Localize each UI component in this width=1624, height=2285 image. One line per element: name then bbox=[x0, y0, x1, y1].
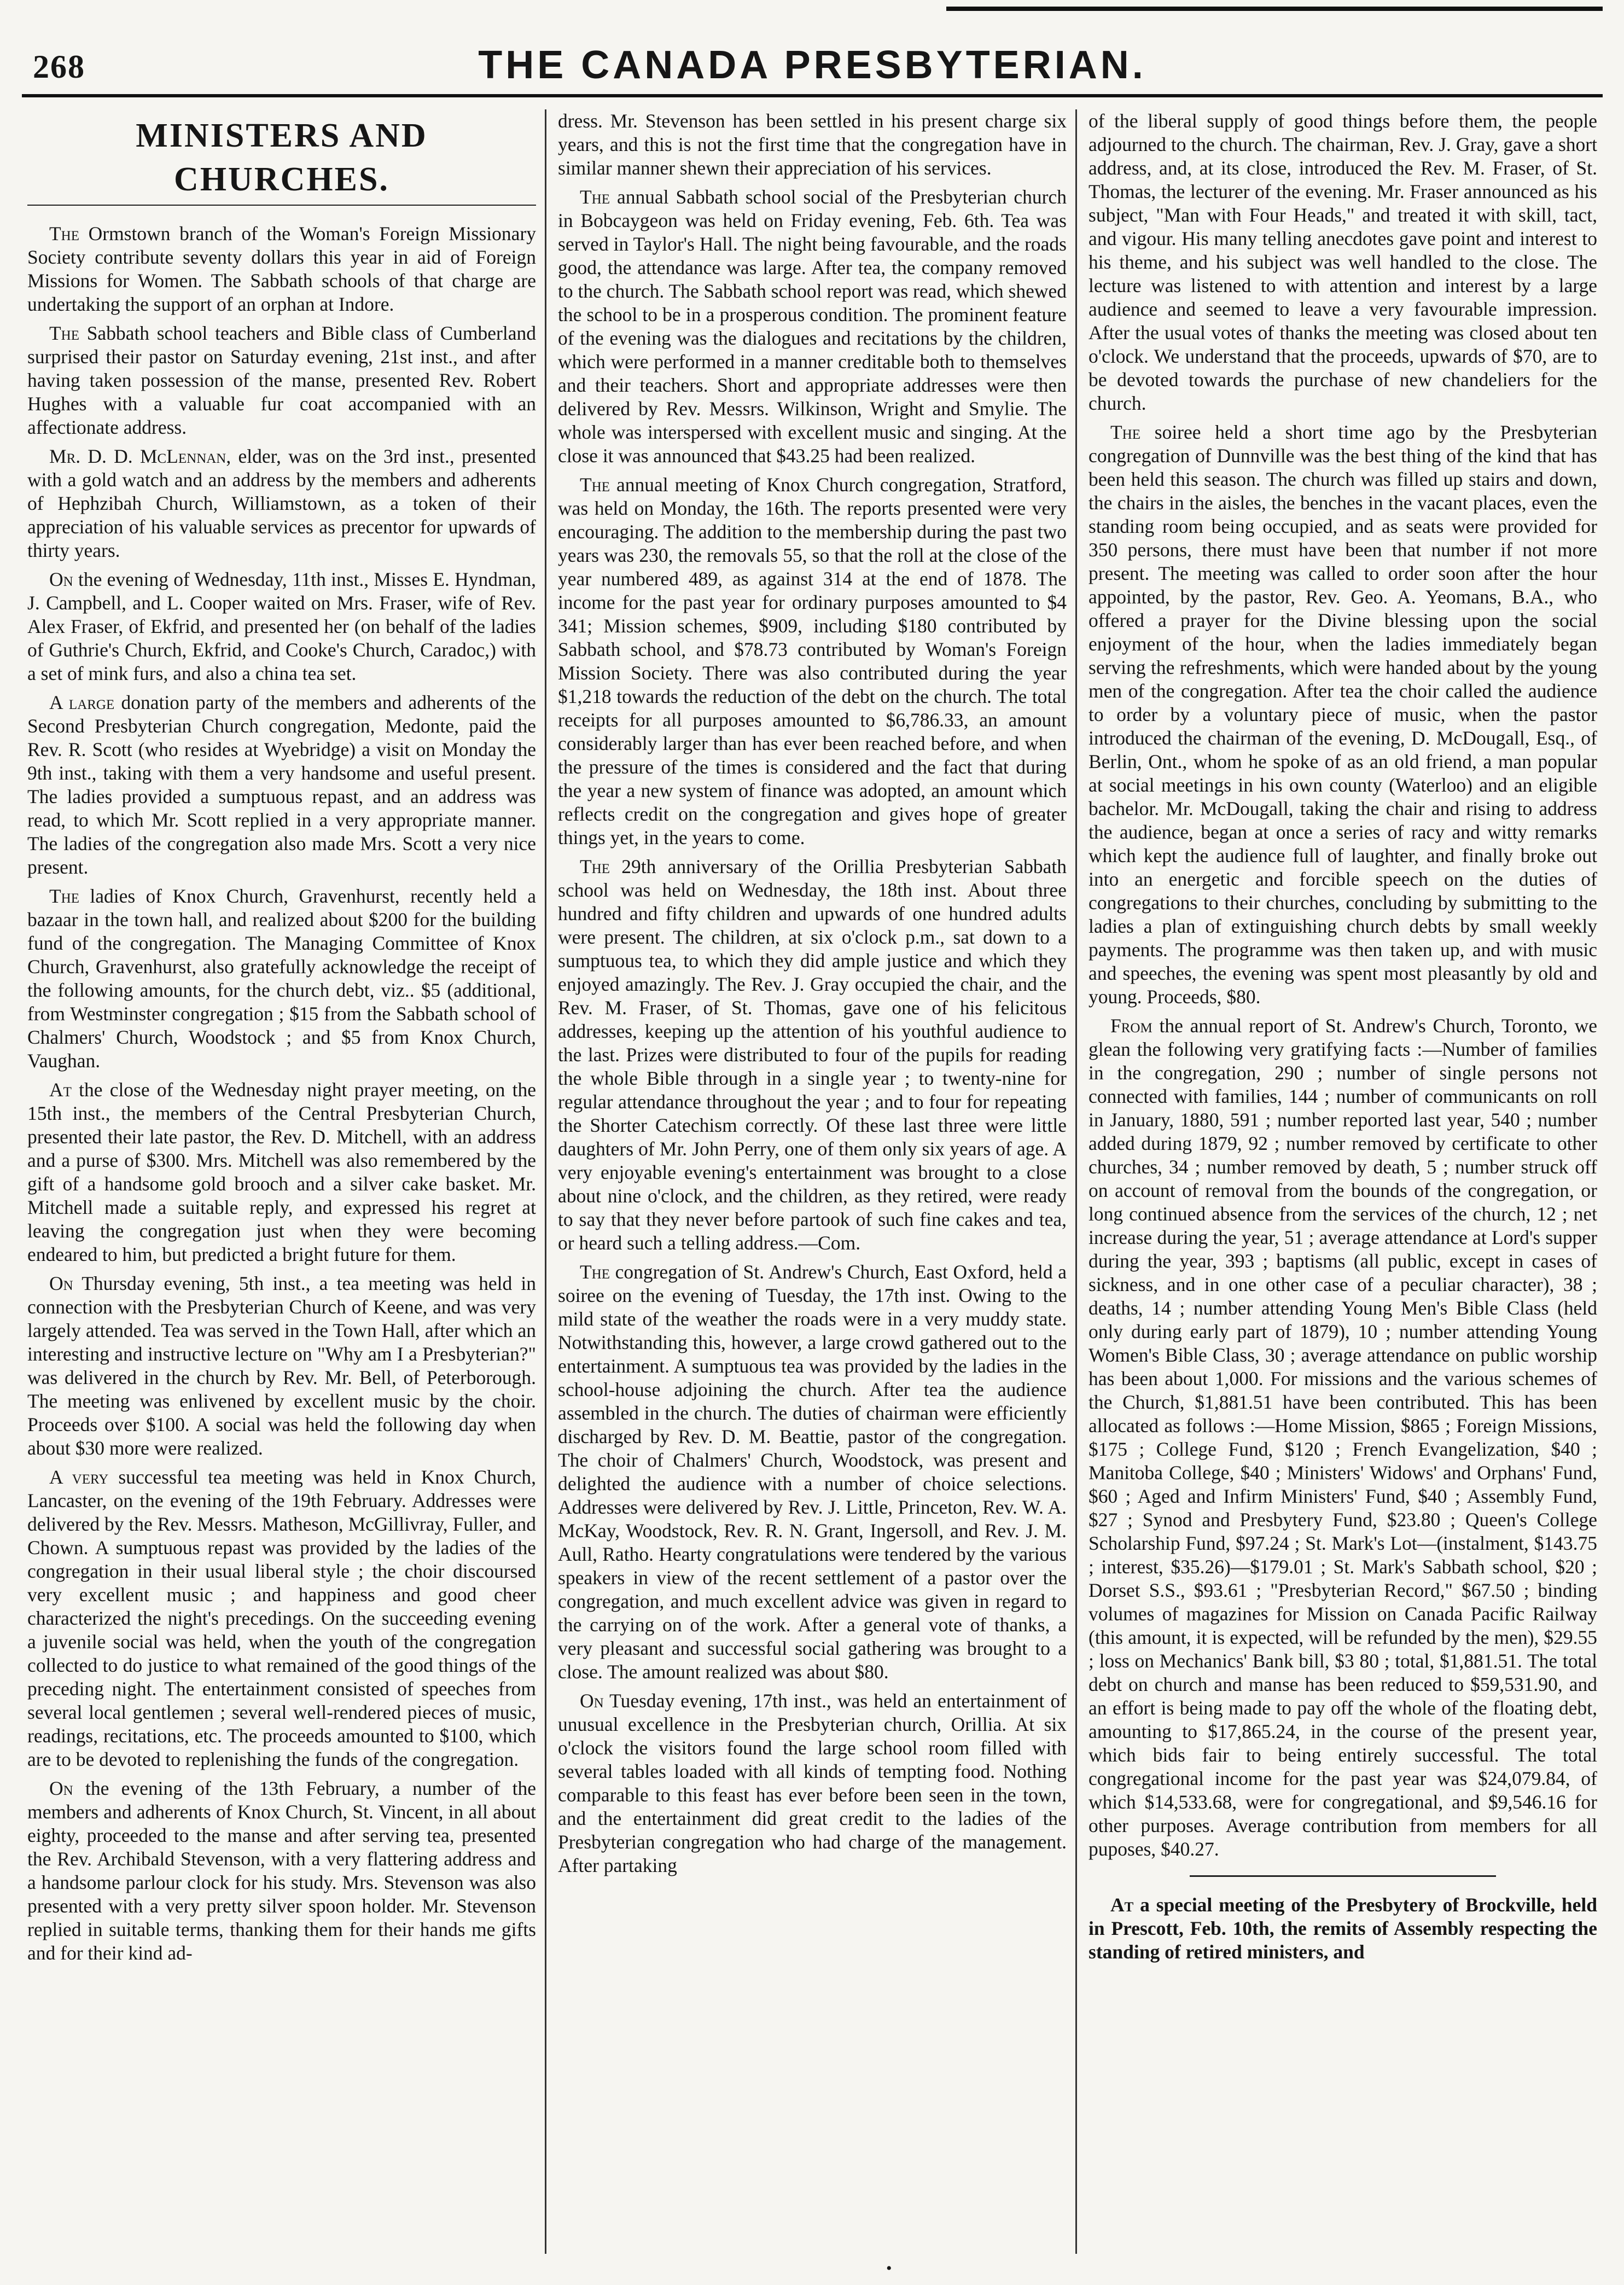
paragraph bbox=[558, 855, 1067, 1255]
paragraph-text: Thursday evening, 5th inst., a tea meeting was held in connection with the Presbyterian Church of Keene, and was very largely attended. Tea was served in the Town Hall, after which an interesting and instructive lecture on "Why am I a Presbyterian?" was delivered in the church by Rev. Mr. Bell, of Peterborough. The meeting was enlivened by excellent music by the choir. Proceeds over $100. A social was held the following day when about $30 more were realized. bbox=[27, 1272, 536, 1459]
paragraph-text: 29th anniversary of the Orillia Presbyterian Sabbath school was held on Wednesday, the 18th inst. About three hundred and fifty children and upwards of one hundred adults were present. The children, at six o'clock p.m., sat down to a sumptuous tea, to which they did ample justice and which they enjoyed amazingly. The Rev. J. Gray occupied the chair, and the Rev. M. Fraser, of St. Thomas, gave one of his felicitous addresses, keeping up the attention of his youthful audience to the last. Prizes were distributed to four of the pupils for reading the whole Bible through in a single year ; to twenty-nine for regular attendance throughout the year ; and to four for repeating the Shorter Catechism correctly. Of these last three were little daughters of Mr. John Perry, one of them only six years of age. A very enjoyable evening's entertainment was brought to a close about nine o'clock, and the children, as they retired, were ready to say that they never before partook of such fine cakes and tea, or heard such a telling address.—Com. bbox=[558, 856, 1067, 1254]
section-divider bbox=[1190, 1875, 1496, 1877]
paragraph-text: congregation of St. Andrew's Church, East Oxford, held a soiree on the evening of Tuesday, the 17th inst. Owing to the mild state of the weather the roads were in a very muddy state. Notwithstanding this, however, a large crowd gathered out to the entertainment. A sumptuous tea was provided by the ladies in the school-house adjoining the church. After tea the audience assembled in the church. The duties of chairman were efficiently discharged by Rev. D. M. Beattie, pastor of the congregation. The choir of Chalmers' Church, Woodstock, was present and delighted the audience with a number of choice selections. Addresses were delivered by Rev. J. Little, Princeton, Rev. W. A. McKay, Woodstock, Rev. R. N. Grant, Ingersoll, and Rev. J. M. Aull, Ratho. Hearty congratulations were tendered by the various speakers in view of the recent settlement of a pastor over the congregation, and much excellent advice was given in regard to the carrying on of the work. After a general vote of thanks, a very pleasant and successful social gathering was brought to a close. The amount realized was about $80. bbox=[558, 1261, 1067, 1683]
paragraph-text: Sabbath school teachers and Bible class of Cumberland surprised their pastor on Saturday evening, 21st inst., and after having taken possession of the manse, presented Rev. Robert Hughes with a valuable fur coat accompanied with an affectionate address. bbox=[27, 322, 536, 438]
paragraph bbox=[27, 1272, 536, 1460]
paragraph bbox=[27, 691, 536, 879]
paragraph bbox=[558, 1689, 1067, 1877]
paragraph-lead: On bbox=[49, 1777, 73, 1799]
paragraph-lead: The bbox=[49, 223, 80, 245]
paragraph-lead: A large bbox=[49, 691, 115, 713]
journal-title: THE CANADA PRESBYTERIAN. bbox=[478, 43, 1146, 87]
paragraph bbox=[27, 322, 536, 439]
paragraph-lead: On bbox=[580, 1690, 604, 1712]
paragraph bbox=[27, 1466, 536, 1771]
paragraph-lead: From bbox=[1110, 1015, 1152, 1037]
paragraph-text: successful tea meeting was held in Knox Church, Lancaster, on the evening of the 19th February. Addresses were delivered by the Rev. Messrs. Matheson, McGillivray, Fuller, and Chown. A sumptuous repast was provided by the ladies of the congregation in their usual liberal style ; the choir discoursed very excellent music ; and happiness and good cheer characterized the night's precedings. On the succeeding evening a juvenile social was held, when the youth of the congregation collected to do justice to what remained of the good things of the preceding night. The entertainment consisted of speeches from several local gentlemen ; several well-rendered pieces of music, readings, recitations, etc. The proceeds amounted to $100, which are to be devoted to replenishing the funds of the congregation. bbox=[27, 1466, 536, 1770]
paragraph-text: Ormstown branch of the Woman's Foreign Missionary Society contribute seventy dollars this year in aid of Foreign Missions for Women. The Sabbath schools of that charge are undertaking the support of an orphan at Indore. bbox=[27, 223, 536, 315]
paragraph-text: elder, was on the 3rd inst., presented with a gold watch and an address by the members and adherents of Hephzibah Church, Williamstown, as a token of their appreciation of his valuable services as precentor for upwards of thirty years. bbox=[27, 445, 536, 561]
paragraph-text: annual Sabbath school social of the Presbyterian church in Bobcaygeon was held on Friday evening, Feb. 6th. Tea was served in Taylor's Hall. The night being favourable, and the roads good, the attendance was large. After tea, the company removed to the church. The Sabbath school report was read, which shewed the school to be in a prosperous condition. The prominent feature of the evening was the dialogues and recitations by the children, which were performed in a manner creditable both to themselves and their teachers. Short and appropriate addresses were then delivered by Rev. Messrs. Wilkinson, Wright and Smylie. The whole was interspersed with excellent music and singing. At the close it was announced that $43.25 had been realized. bbox=[558, 186, 1067, 467]
paragraph-lead: The bbox=[580, 186, 610, 208]
header-rule bbox=[22, 94, 1603, 97]
paragraph-text: a special meeting of the Presbytery of Brockville, held in Prescott, Feb. 10th, the remits of Assembly respecting the standing of retired ministers, and bbox=[1089, 1894, 1597, 1963]
paragraph-lead: The bbox=[580, 856, 610, 877]
paragraph-lead: Mr. D. D. McLennan, bbox=[49, 445, 231, 467]
paragraph-text: soiree held a short time ago by the Presbyterian congregation of Dunnville was the best thing of the kind that has been held this season. The church was filled up stairs and down, the chairs in the aisles, the benches in the vacant places, even the standing room being occupied, and as seats were provided for 350 persons, there must have been that number if not more present. The meeting was called to order soon after the hour appointed, by the pastor, Rev. Geo. A. Yeomans, B.A., who offered a prayer for the Divine blessing upon the social enjoyment of the hour, when the ladies immediately began serving the refreshments, which were handed about by the young men of the congregation. After tea the choir called the audience to order by a voluntary piece of music, when the pastor introduced the chairman of the evening, D. McDougall, Esq., of Berlin, Ont., whom he spoke of as an old friend, a man popular at social meetings in his own county (Waterloo) and an eligible bachelor. Mr. McDougall, taking the chair and rising to address the audience, began at once a series of racy and witty remarks which kept the audience full of laughter, and finally broke out into an energetic and forcible speech on the duties of congregations to their churches, concluding by submitting to the ladies a plan of extinguishing church debts by small weekly payments. The programme was then taken up, and with music and speeches, the evening was spent most pleasantly by old and young. Proceeds, $80. bbox=[1089, 421, 1597, 1008]
paragraph-text: annual meeting of Knox Church congregation, Stratford, was held on Monday, the 16th. The reports presented were very encouraging. The addition to the membership during the past two years was 230, the removals 55, so that the roll at the close of the year numbered 489, as against 314 at the end of 1878. The income for the past year for ordinary purposes amounted to $4 341; Mission schemes, $909, including $180 contributed by Sabbath school, and $78.73 contributed by Woman's Foreign Mission Society. There was also contributed during the year $1,218 towards the reduction of the debt on the church. The total receipts for all purposes amounted to $6,786.33, an amount considerably larger than has ever been reached before, and when the pressure of the times is considered and the fact that during the year a new system of finance was adopted, an amount which reflects credit on the congregation and gives hope of greater things yet, in the years to come. bbox=[558, 474, 1067, 848]
paragraph-lead: The bbox=[1110, 421, 1141, 443]
paragraph-lead: The bbox=[580, 1261, 610, 1283]
paragraph bbox=[1089, 1893, 1597, 1964]
paragraph bbox=[27, 445, 536, 562]
column-3 bbox=[1089, 109, 1597, 2265]
paragraph-lead: The bbox=[49, 322, 80, 344]
paragraph bbox=[558, 109, 1067, 180]
paragraph-lead: On bbox=[49, 568, 73, 590]
paragraph bbox=[558, 1260, 1067, 1684]
paragraph-text: the evening of Wednesday, 11th inst., Misses E. Hyndman, J. Campbell, and L. Cooper waited on Mrs. Fraser, wife of Rev. Alex Fraser, of Ekfrid, and presented her (on behalf of the ladies of Guthrie's Church, Ekfrid, and Cooke's Church, Caradoc,) with a set of mink furs, and also a china tea set. bbox=[27, 568, 536, 684]
paragraph-text: dress. Mr. Stevenson has been settled in his present charge six years, and this is not the first time that the congregation have in similar manner shewn their appreciation of his services. bbox=[558, 110, 1067, 179]
paragraph-text: the evening of the 13th February, a number of the members and adherents of Knox Church, St. Vincent, in all about eighty, proceeded to the manse and after serving tea, presented the Rev. Archibald Stevenson, with a very flattering address and a handsome parlour clock for his study. Mrs. Stevenson was also presented with a very pretty silver spoon holder. Mr. Stevenson replied in suitable terms, thanking them for their hands me gifts and for their kind ad- bbox=[27, 1777, 536, 1964]
column-3-paragraphs bbox=[1089, 109, 1597, 1964]
paragraph-lead: The bbox=[49, 885, 80, 907]
paragraph bbox=[27, 1078, 536, 1266]
paragraph-lead: A very bbox=[49, 1466, 109, 1488]
paragraph bbox=[1089, 1014, 1597, 1861]
paragraph bbox=[27, 222, 536, 316]
paragraph-text: ladies of Knox Church, Gravenhurst, recently held a bazaar in the town hall, and realized about $200 for the building fund of the congregation. The Managing Committee of Knox Church, Gravenhurst, also gratefully acknowledge the receipt of the following amounts, for the church debt, viz.. $5 (additional, from Westminster congregation ; $15 from the Sabbath school of Chalmers' Church, Woodstock ; and $5 from Knox Church, Vaughan. bbox=[27, 885, 536, 1072]
page-number: 268 bbox=[33, 49, 85, 85]
column-rule bbox=[1075, 109, 1077, 2254]
column-rule bbox=[545, 109, 546, 2254]
paragraph-lead: At bbox=[49, 1079, 72, 1101]
column-2 bbox=[558, 109, 1067, 2265]
paragraph bbox=[1089, 109, 1597, 415]
paragraph-text: of the liberal supply of good things before them, the people adjourned to the church. The chairman, Rev. J. Gray, gave a short address, and, at its close, introduced the Rev. M. Fraser, of St. Thomas, the lecturer of the evening. Mr. Fraser announced as his subject, "Man with Four Heads," and treated it with skill, tact, and vigour. His many telling anecdotes gave point and interest to his theme, and his subject was well handled to the close. The lecture was listened to with attention and interest by a large audience and seemed to leave a very favourable impression. After the usual votes of thanks the meeting was closed about ten o'clock. We understand that the proceeds, upwards of $70, are to be devoted towards the purchase of new chandeliers for the church. bbox=[1089, 110, 1597, 414]
paragraph bbox=[558, 185, 1067, 468]
paragraph bbox=[1089, 421, 1597, 1009]
paragraph-lead: The bbox=[580, 474, 610, 496]
column-2-paragraphs bbox=[558, 109, 1067, 1877]
paragraph bbox=[558, 473, 1067, 850]
column-1-paragraphs bbox=[27, 222, 536, 1965]
footer-mark: • bbox=[886, 2259, 892, 2277]
paragraph bbox=[27, 885, 536, 1073]
paragraph-lead: On bbox=[49, 1272, 73, 1294]
paragraph bbox=[27, 1777, 536, 1965]
paragraph-text: Tuesday evening, 17th inst., was held an entertainment of unusual excellence in the Presbyterian church, Orillia. At six o'clock the visitors found the large school room filled with several tables loaded with all kinds of tempting food. Nothing comparable to this feast has ever before been seen in the town, and the entertainment did great credit to the ladies of the Presbyterian congregation who had charge of the management. After partaking bbox=[558, 1690, 1067, 1876]
page-header bbox=[22, 38, 1603, 88]
article-columns bbox=[22, 109, 1603, 2265]
paragraph-text: the annual report of St. Andrew's Church, Toronto, we glean the following very gratifying facts :—Number of families in the congregation, 290 ; number of single persons not connected with families, 144 ; number of communicants on roll in January, 1880, 591 ; number reported last year, 540 ; number added during 1879, 92 ; number removed by certificate to other churches, 34 ; number removed by death, 5 ; number struck off on account of removal from the bounds of the congregation, or long continued absence from the services of the church, 12 ; net increase during the year, 51 ; average attendance at Lord's supper during the year, 393 ; baptisms (all public, except in cases of sickness, and in one other case of a peculiar character), 38 ; deaths, 14 ; number attending Young Men's Bible Class (held only during early part of 1879), 10 ; number attending Young Women's Bible Class, 30 ; average attendance on public worship has been about 1,000. For missions and the various schemes of the Church, $1,881.51 have been contributed. This has been allocated as follows :—Home Mission, $865 ; Foreign Missions, $175 ; College Fund, $120 ; French Evangelization, $40 ; Manitoba College, $40 ; Ministers' Widows' and Orphans' Fund, $60 ; Aged and Infirm Ministers' Fund, $40 ; Assembly Fund, $27 ; Synod and Presbytery Fund, $23.80 ; Queen's College Scholarship Fund, $97.24 ; St. Mark's Lot—(instalment, $143.75 ; interest, $35.26)—$179.01 ; St. Mark's Sabbath school, $20 ; Dorset S.S., $93.61 ; "Presbyterian Record," $67.50 ; binding volumes of magazines for Mission on Canada Pacific Railway (this amount, it is expected, will be refunded by the men), $29.55 ; loss on Mechanics' Bank bill, $3 80 ; total, $1,881.51. The total debt on church and manse has been reduced to $59,531.90, and an effort is being made to pay off the whole of the floating debt, amounting to $17,865.24, in the course of the present year, which bids fair to being entirely successful. The total congregational income for the past year was $24,079.84, of which $14,533.68, were for congregational, and $9,546.16 for other purposes. Average contribution from members for all puposes, $40.27. bbox=[1089, 1015, 1597, 1860]
paragraph-lead: At bbox=[1110, 1894, 1134, 1916]
paragraph-text: the close of the Wednesday night prayer meeting, on the 15th inst., the members of the Central Presbyterian Church, presented their late pastor, the Rev. D. Mitchell, with an address and a purse of $300. Mrs. Mitchell was also remembered by the gift of a handsome gold brooch and a silver cake basket. Mr. Mitchell made a suitable reply, and expressed his regret at leaving the congregation just when they were becoming endeared to him, but predicted a bright future for them. bbox=[27, 1079, 536, 1265]
section-heading: MINISTERS AND CHURCHES. bbox=[27, 114, 536, 206]
column-1 bbox=[27, 109, 536, 2265]
paragraph bbox=[27, 568, 536, 685]
paragraph-text: donation party of the members and adherents of the Second Presbyterian Church congregation, Medonte, paid the Rev. R. Scott (who resides at Wyebridge) a visit on Monday the 9th inst., taking with them a very handsome and useful present. The ladies provided a sumptuous repast, and an address was read, to which Mr. Scott replied in a very appropriate manner. The ladies of the congregation also made Mrs. Scott a very nice present. bbox=[27, 691, 536, 878]
top-rule bbox=[946, 7, 1603, 11]
